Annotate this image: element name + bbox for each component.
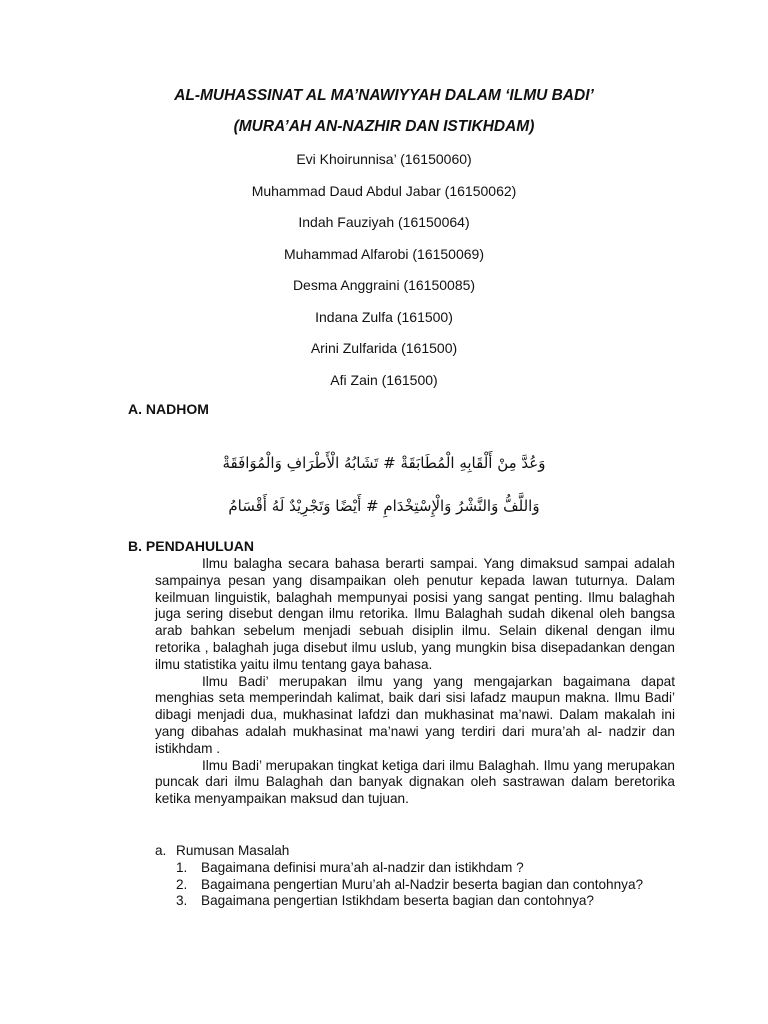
list-item-text: Bagaimana definisi mura’ah al-nadzir dan istikhdam ? bbox=[201, 859, 524, 875]
document-subtitle: (MURA’AH AN-NAZHIR DAN ISTIKHDAM) bbox=[233, 118, 535, 135]
list-item-text: Bagaimana pengertian Muru’ah al-Nadzir beserta bagian dan contohnya? bbox=[201, 876, 644, 892]
list-item bbox=[155, 860, 675, 877]
introduction-body bbox=[155, 556, 675, 808]
author-name: Evi Khoirunnisa’ (16150060) bbox=[296, 151, 472, 167]
subsection-heading bbox=[155, 843, 675, 860]
paragraph: Ilmu Badi’ merupakan tingkat ketiga dari ilmu Balaghah. Ilmu yang merupakan puncak dari ilmu Balaghah dan banyak dignakan oleh sastrawan dalam beretorika ketika menyampaikan maksud dan tujuan. bbox=[155, 757, 675, 807]
section-heading-pendahuluan: B. PENDAHULUAN bbox=[128, 538, 254, 554]
author-name: Afi Zain (161500) bbox=[330, 371, 438, 388]
paragraph: Ilmu balagha secara bahasa berarti sampai. Yang dimaksud sampai adalah sampainya pesan yang disampaikan oleh penutur kepada lawan tuturnya. Dalam keilmuan linguistik, balaghah mempunyai posisi yang sangat penting. Ilmu balaghah juga sering disebut dengan ilmu retorika. Ilmu Balaghah sudah dikenal oleh bangsa arab bahkan sebelum menjadi sebuah disiplin ilmu. Selain dikenal dengan ilmu retorika , balaghah juga disebut ilmu uslub, yang mungkin bisa disepadankan dengan ilmu statistika yaitu ilmu tentang gaya bahasa. bbox=[155, 556, 675, 672]
list-number: 3. bbox=[176, 893, 188, 909]
list-item bbox=[155, 893, 675, 910]
author-name: Indana Zulfa (161500) bbox=[315, 308, 453, 325]
author-name: Muhammad Alfarobi (16150069) bbox=[283, 245, 484, 262]
author-name: Arini Zulfarida (161500) bbox=[310, 340, 458, 356]
section-heading-nadhom: A. NADHOM bbox=[128, 401, 209, 417]
author-name: Indah Fauziyah (16150064) bbox=[298, 214, 470, 230]
author-name: Muhammad Daud Abdul Jabar (16150062) bbox=[251, 182, 517, 199]
paragraph: Ilmu Badi’ merupakan ilmu yang yang mengajarkan bagaimana dapat menghias seta memperindah kalimat, baik dari sisi lafadz maupun makna. Ilmu Badi’ dibagi menjadi dua, mukhasinat lafdzi dan mukhasinat ma’nawi. Dalam makalah ini yang dibahas adalah mukhasinat ma’nawi yang terdiri dari mura’ah al- nadzir dan istikhdam . bbox=[155, 673, 675, 756]
list-item bbox=[155, 877, 675, 894]
list-item-text: Bagaimana pengertian Istikhdam beserta bagian dan contohnya? bbox=[201, 893, 594, 909]
arabic-verse-1: وَعُدَّ مِنْ أَلْقَابِهِ الْمُطَابَقَةْ # تَشَابُهُ الْأَطْرَافِ وَالْمُوَافَقَةْ bbox=[222, 454, 546, 472]
author-list bbox=[0, 150, 768, 402]
list-marker: a. bbox=[155, 843, 167, 858]
question-list bbox=[155, 860, 675, 910]
list-number: 1. bbox=[176, 859, 188, 875]
author-name: Desma Anggraini (16150085) bbox=[292, 277, 476, 293]
document-title: AL-MUHASSINAT AL MA’NAWIYYAH DALAM ‘ILMU BADI’ bbox=[174, 87, 594, 104]
rumusan-masalah bbox=[155, 843, 675, 910]
list-number: 2. bbox=[176, 876, 188, 892]
subsection-label: Rumusan Masalah bbox=[176, 843, 290, 858]
arabic-verse-2: وَاللَّفُّ وَالنَّشْرُ وَالْإِسْتِخْدَامِ # أَيْضًا وَتَجْرِيْدٌ لَهُ أَقْسَامُ bbox=[228, 497, 540, 515]
